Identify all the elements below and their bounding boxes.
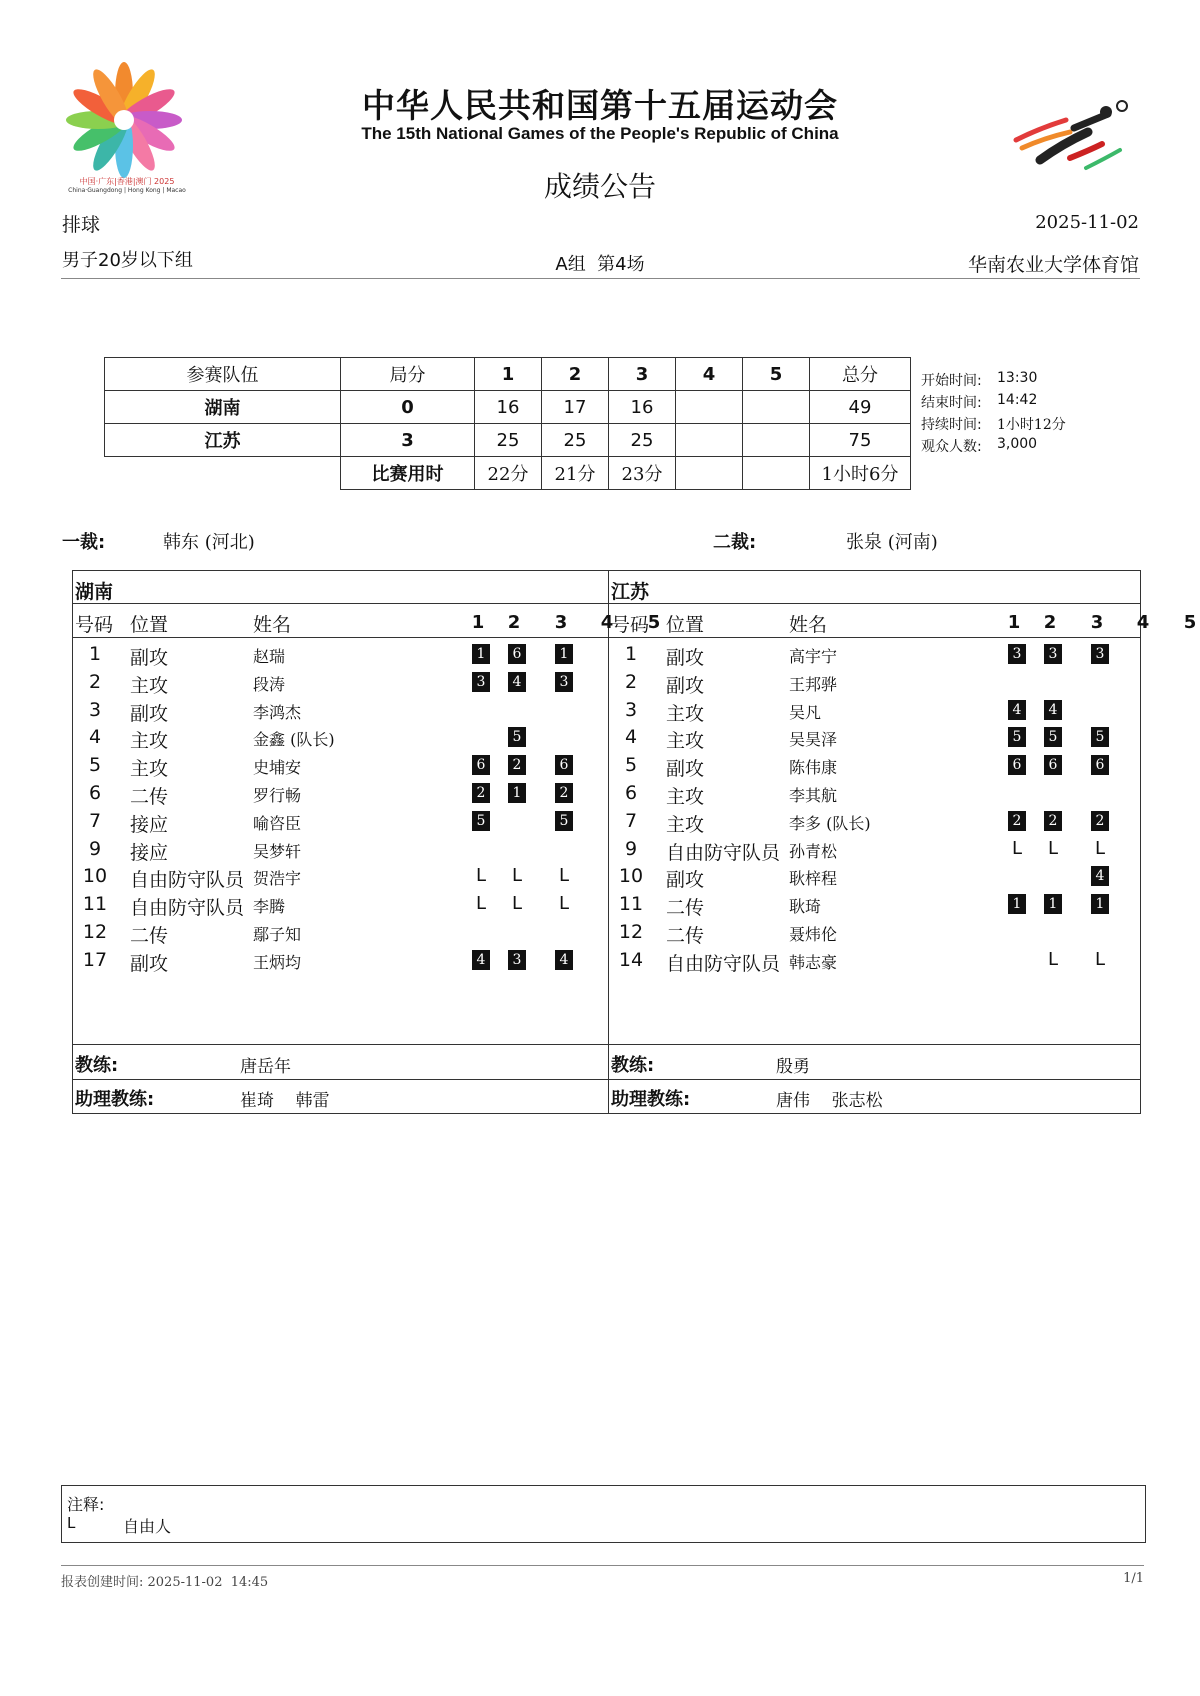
player-name: 耿梓程 [789,869,838,889]
player-name: 陈伟康 [789,758,838,778]
player-position: 主攻 [666,730,705,753]
player-number: 9 [88,837,102,860]
player-position: 副攻 [130,647,169,669]
document-type: 成绩公告 [543,170,656,203]
player-position: 主攻 [130,674,169,697]
start-time-label: 开始时间: [921,373,982,389]
second-referee-label: 二裁: [713,532,757,553]
col-header-name: 姓名 [789,614,828,636]
player-number: 9 [624,837,638,860]
libero-marker: L [511,893,523,915]
end-time [921,392,1038,412]
starting-rotation-box: 5 [472,811,490,831]
player-position: 自由防守队员 [666,841,781,864]
set-score: 25 [609,424,676,457]
logo-text-cn: 中国·广东|香港|澳门 2025 [79,177,175,186]
player-position: 副攻 [130,702,169,725]
player-position: 主攻 [130,730,169,753]
player-name: 吴梦轩 [253,841,302,861]
player-number: 12 [618,921,644,943]
libero-marker: L [475,893,487,915]
player-number: 5 [624,754,638,777]
player-position: 二传 [666,925,705,947]
player-name: 吴凡 [789,702,822,722]
header-team: 参赛队伍 [105,358,341,391]
score-table [104,357,911,490]
player-name: 罗行畅 [253,786,302,805]
starting-rotation-box: 4 [1091,866,1109,886]
player-name: 高宇宁 [789,647,838,666]
starting-rotation-box: 4 [472,950,490,970]
set-duration [743,457,810,490]
col-header-set-1: 1 [1007,612,1021,633]
assistant-coach-names: 唐伟 张志松 [776,1091,883,1111]
set-duration: 21分 [542,457,609,490]
starting-rotation-box: 2 [1008,811,1026,831]
audience-label: 观众人数: [921,439,982,455]
starting-rotation-box: 1 [1044,894,1062,914]
starting-rotation-box: 3 [1091,644,1109,664]
starting-rotation-box: 2 [472,783,490,803]
player-name: 贺浩宇 [253,869,302,889]
starting-rotation-box: 6 [472,755,490,775]
starting-rotation-box: 3 [472,672,490,692]
libero-marker: L [558,865,570,887]
set-duration [676,457,743,490]
header-set-2: 2 [542,358,609,391]
team-name: 湖南 [105,391,341,424]
second-referee: 张泉 (河南) [846,532,938,553]
player-number: 2 [88,670,102,693]
duration-row [105,457,911,490]
col-header-set-2: 2 [507,612,521,633]
player-name: 王炳均 [253,952,302,972]
starting-rotation-box: 4 [555,950,573,970]
libero-marker: L [475,865,487,887]
starting-rotation-box: 1 [555,644,573,664]
set-score: 25 [475,424,542,457]
starting-rotation-box: 5 [1008,727,1026,747]
sport-name: 排球 [62,214,101,236]
player-number: 10 [82,865,108,888]
player-number: 1 [624,643,638,665]
player-name: 李鸿杰 [253,702,302,722]
libero-marker: L [511,865,523,887]
starting-rotation-box: 1 [508,783,526,803]
total-points: 75 [810,424,911,457]
duration [921,414,1066,434]
starting-rotation-box: 6 [508,644,526,664]
duration-label: 持续时间: [921,417,982,433]
player-number: 11 [618,893,644,916]
player-position: 主攻 [666,786,705,808]
col-header-number: 号码 [75,614,114,636]
set-score: 16 [609,391,676,424]
team-name: 江苏 [105,424,341,457]
roster-table [72,570,1141,1114]
set-score [743,391,810,424]
player-position: 副攻 [130,952,169,975]
col-header-set-4: 4 [600,612,614,633]
player-name: 喻咨臣 [253,813,302,833]
player-position: 二传 [130,786,169,808]
player-name: 李多 (队长) [789,813,871,833]
starting-rotation-box: 5 [1091,727,1109,747]
col-header-set-5: 5 [647,612,661,633]
category: 男子20岁以下组 [62,250,193,271]
set-duration: 22分 [475,457,542,490]
match-date: 2025-11-02 [1035,212,1139,233]
player-number: 11 [82,893,108,916]
starting-rotation-box: 2 [1044,811,1062,831]
duration-label: 比赛用时 [341,457,475,490]
duration-value: 1小时12分 [997,417,1066,433]
libero-marker: L [1047,837,1059,859]
player-number: 7 [88,809,102,832]
player-number: 4 [624,726,638,749]
score-row [105,391,911,424]
starting-rotation-box: 3 [508,950,526,970]
libero-marker: L [1094,837,1106,859]
player-position: 二传 [130,925,169,947]
player-name: 赵瑞 [253,647,286,666]
header-set-3: 3 [609,358,676,391]
starting-rotation-box: 2 [1091,811,1109,831]
coach-label: 教练: [611,1055,655,1076]
starting-rotation-box: 2 [555,783,573,803]
notes-desc: 自由人 [123,1517,172,1536]
starting-rotation-box: 3 [555,672,573,692]
set-score: 17 [542,391,609,424]
audience-value: 3,000 [997,436,1038,452]
score-row [105,424,911,457]
roster-divider [608,570,609,1113]
player-position: 副攻 [666,758,705,781]
set-score [743,424,810,457]
player-name: 韩志豪 [789,952,838,972]
player-number: 1 [88,643,102,665]
starting-rotation-box: 6 [1091,755,1109,775]
end-time-label: 结束时间: [921,395,982,411]
col-header-position: 位置 [130,614,169,636]
player-number: 3 [88,698,102,721]
player-number: 14 [618,948,644,971]
player-name: 段涛 [253,674,286,694]
set-duration: 23分 [609,457,676,490]
coach-name: 唐岳年 [240,1057,291,1077]
libero-marker: L [1094,948,1106,970]
header-set-4: 4 [676,358,743,391]
col-header-set-1: 1 [471,612,485,633]
player-number: 6 [88,782,102,804]
player-number: 10 [618,865,644,888]
player-name: 史埔安 [253,758,302,778]
starting-rotation-box: 3 [1044,644,1062,664]
starting-rotation-box: 2 [508,755,526,775]
set-score [676,391,743,424]
first-referee-label: 一裁: [62,532,106,553]
libero-marker: L [1047,948,1059,970]
player-name: 王邦骅 [789,674,838,694]
team-title-hunan: 湖南 [75,581,114,603]
total-duration: 1小时6分 [810,457,911,490]
start-time [921,370,1038,390]
player-number: 6 [624,782,638,804]
sets-won: 0 [341,391,475,424]
player-name: 鄢子知 [253,925,302,944]
libero-marker: L [558,893,570,915]
player-number: 17 [82,948,108,971]
player-name: 李其航 [789,786,838,805]
title-cn: 中华人民共和国第十五届运动会 [362,86,838,125]
libero-marker: L [1011,837,1023,859]
set-score: 16 [475,391,542,424]
footer-divider [61,1565,1144,1566]
player-position: 自由防守队员 [130,897,245,920]
title-en: The 15th National Games of the People's Republic of China [361,124,839,143]
audience [921,436,1038,456]
header-set-5: 5 [743,358,810,391]
starting-rotation-box: 6 [555,755,573,775]
assistant-coach-names: 崔琦 韩雷 [240,1091,330,1111]
assistant-coach-label: 助理教练: [611,1089,691,1110]
col-header-set-4: 4 [1136,612,1150,633]
player-number: 3 [624,698,638,721]
assistant-coach-label: 助理教练: [75,1089,155,1110]
sets-won: 3 [341,424,475,457]
starting-rotation-box: 6 [1044,755,1062,775]
player-position: 接应 [130,841,169,864]
set-score: 25 [542,424,609,457]
starting-rotation-box: 5 [508,727,526,747]
score-header-row [105,358,911,391]
player-name: 吴昊泽 [789,730,838,750]
starting-rotation-box: 6 [1008,755,1026,775]
starting-rotation-box: 1 [1091,894,1109,914]
player-position: 二传 [666,897,705,920]
player-position: 自由防守队员 [666,952,781,975]
col-header-set-2: 2 [1043,612,1057,633]
col-header-name: 姓名 [253,614,292,636]
player-position: 副攻 [666,869,705,892]
player-number: 7 [624,809,638,832]
notes-box [61,1485,1146,1543]
starting-rotation-box: 4 [1044,700,1062,720]
set-score [676,424,743,457]
team-title-jiangsu: 江苏 [611,581,650,603]
player-number: 2 [624,670,638,693]
starting-rotation-box: 1 [1008,894,1026,914]
header-divider [61,278,1140,279]
report-created-time: 报表创建时间: 2025-11-02 14:45 [61,1575,269,1590]
starting-rotation-box: 4 [1008,700,1026,720]
player-number: 12 [82,921,108,943]
player-position: 副攻 [666,674,705,697]
col-header-set-3: 3 [554,612,568,633]
match-number: A组 第4场 [555,254,645,275]
coach-label: 教练: [75,1055,119,1076]
player-name: 聂炜伦 [789,925,838,944]
header-set-1: 1 [475,358,542,391]
notes-key: L [67,1514,76,1532]
header-sets: 局分 [341,358,475,391]
player-position: 主攻 [666,702,705,725]
player-name: 耿琦 [789,897,822,917]
col-header-set-3: 3 [1090,612,1104,633]
starting-rotation-box: 1 [472,644,490,664]
player-position: 副攻 [666,647,705,669]
player-number: 4 [88,726,102,749]
player-position: 主攻 [666,813,705,836]
starting-rotation-box: 5 [1044,727,1062,747]
starting-rotation-box: 3 [1008,644,1026,664]
player-position: 接应 [130,813,169,836]
total-points: 49 [810,391,911,424]
col-header-position: 位置 [666,614,705,636]
col-header-set-5: 5 [1183,612,1197,633]
coach-name: 殷勇 [776,1057,810,1077]
player-name: 孙青松 [789,841,838,861]
player-name: 金鑫 (队长) [253,730,335,750]
venue: 华南农业大学体育馆 [967,254,1139,276]
player-position: 自由防守队员 [130,869,245,892]
player-number: 5 [88,754,102,777]
end-time-value: 14:42 [997,392,1038,408]
player-position: 主攻 [130,758,169,781]
first-referee: 韩东 (河北) [163,532,255,553]
logo-text-en: China·Guangdong | Hong Kong | Macao [68,187,186,194]
starting-rotation-box: 4 [508,672,526,692]
player-name: 李腾 [253,897,286,917]
col-header-number: 号码 [611,614,650,636]
header-total: 总分 [810,358,911,391]
page-number: 1/1 [1123,1571,1144,1586]
start-time-value: 13:30 [997,370,1038,386]
starting-rotation-box: 5 [555,811,573,831]
notes-label: 注释: [67,1495,105,1514]
